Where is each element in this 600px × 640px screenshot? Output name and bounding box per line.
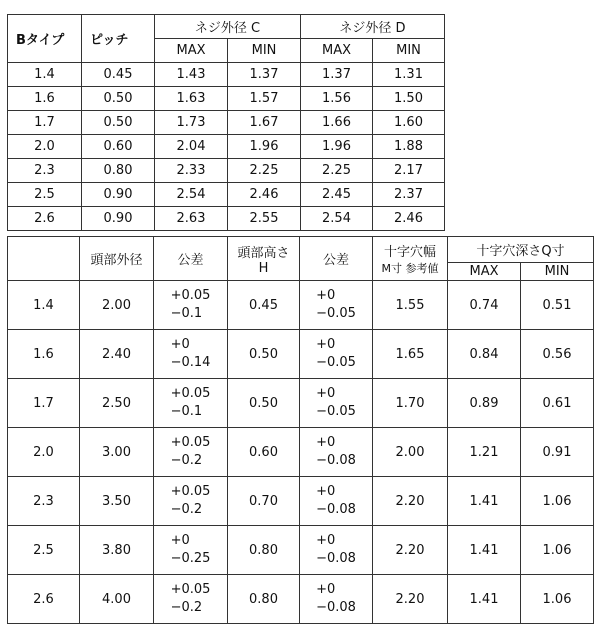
table1-cell: 1.31 bbox=[373, 63, 445, 87]
cross-width-cell: 1.65 bbox=[373, 330, 448, 379]
table1-cell: 2.63 bbox=[155, 207, 228, 231]
tolerance1-values bbox=[171, 483, 211, 519]
cross-depth-max-cell: 1.41 bbox=[448, 526, 521, 575]
tolerance2-cell bbox=[300, 379, 373, 428]
cross-depth-min-cell: 0.56 bbox=[521, 330, 594, 379]
tolerance1-lower: −0.14 bbox=[170, 355, 211, 370]
tolerance2-lower: −0.05 bbox=[316, 306, 356, 321]
cross-width-cell: 1.55 bbox=[373, 281, 448, 330]
head-dia-cell: 2.50 bbox=[80, 379, 154, 428]
cross-depth-min-cell: 1.06 bbox=[521, 575, 594, 624]
table1-cell: 1.4 bbox=[8, 63, 82, 87]
table2-row bbox=[8, 526, 594, 575]
tolerance1-cell bbox=[154, 379, 228, 428]
tolerance1-lower: −0.2 bbox=[170, 453, 203, 468]
table1-cell: 1.63 bbox=[155, 87, 228, 111]
tolerance2-lower: −0.05 bbox=[316, 355, 356, 370]
table1-cell: 1.57 bbox=[228, 87, 301, 111]
tolerance1-lower: −0.2 bbox=[170, 502, 203, 517]
table1-cell: 2.5 bbox=[8, 183, 82, 207]
tolerance1-values bbox=[171, 336, 211, 372]
table1-cell: 0.45 bbox=[82, 63, 155, 87]
cross-width-label: 十字穴幅 bbox=[383, 245, 436, 260]
tolerance2-cell bbox=[300, 575, 373, 624]
cross-depth-min-cell: 0.61 bbox=[521, 379, 594, 428]
thread-d-header: ネジ外径 D bbox=[301, 15, 445, 39]
table2-row bbox=[8, 281, 594, 330]
head-dia-cell: 3.50 bbox=[80, 477, 154, 526]
size-header bbox=[8, 237, 80, 281]
head-spec-table bbox=[7, 236, 594, 624]
cross-depth-header: 十字穴深さQ寸 bbox=[448, 237, 594, 263]
size-cell: 1.4 bbox=[8, 281, 80, 330]
tolerance1-upper: +0.05 bbox=[170, 484, 211, 499]
thread-d-max-header: MAX bbox=[301, 39, 373, 63]
tolerance1-header: 公差 bbox=[154, 237, 228, 281]
cross-depth-max-cell: 0.84 bbox=[448, 330, 521, 379]
table1-cell: 0.90 bbox=[82, 207, 155, 231]
table1-cell: 1.7 bbox=[8, 111, 82, 135]
table1-cell: 2.46 bbox=[228, 183, 301, 207]
table2-header-row bbox=[8, 237, 594, 263]
head-height-cell: 0.50 bbox=[228, 379, 300, 428]
tolerance1-values bbox=[171, 385, 211, 421]
tolerance1-cell bbox=[154, 330, 228, 379]
head-height-cell: 0.80 bbox=[228, 575, 300, 624]
table1-header-row bbox=[8, 15, 445, 39]
table2-row bbox=[8, 379, 594, 428]
tolerance2-upper: +0 bbox=[316, 386, 336, 401]
table1-cell: 2.25 bbox=[228, 159, 301, 183]
tolerance2-cell bbox=[300, 281, 373, 330]
head-height-header bbox=[228, 237, 300, 281]
table1-cell: 1.66 bbox=[301, 111, 373, 135]
table1-cell: 0.50 bbox=[82, 87, 155, 111]
table1-cell: 0.80 bbox=[82, 159, 155, 183]
cross-depth-max-cell: 1.21 bbox=[448, 428, 521, 477]
tolerance2-upper: +0 bbox=[316, 533, 336, 548]
table2-row bbox=[8, 575, 594, 624]
table2-row bbox=[8, 428, 594, 477]
tolerance1-values bbox=[171, 287, 211, 323]
size-cell: 2.5 bbox=[8, 526, 80, 575]
tolerance2-cell bbox=[300, 428, 373, 477]
tolerance2-lower: −0.08 bbox=[316, 502, 356, 517]
head-height-cell: 0.50 bbox=[228, 330, 300, 379]
table2-row bbox=[8, 477, 594, 526]
table1-row bbox=[8, 207, 445, 231]
tolerance1-cell bbox=[154, 281, 228, 330]
tolerance2-lower: −0.08 bbox=[316, 600, 356, 615]
table1-row bbox=[8, 87, 445, 111]
tolerance1-upper: +0.05 bbox=[170, 288, 211, 303]
tolerance2-values bbox=[316, 336, 356, 372]
table1-cell: 1.6 bbox=[8, 87, 82, 111]
table1-cell: 0.90 bbox=[82, 183, 155, 207]
tolerance2-values bbox=[316, 532, 356, 568]
table1-cell: 1.37 bbox=[301, 63, 373, 87]
cross-width-note: M寸 参考値 bbox=[381, 262, 439, 275]
tolerance2-upper: +0 bbox=[316, 435, 336, 450]
table2-body bbox=[8, 281, 594, 624]
table1-cell: 2.3 bbox=[8, 159, 82, 183]
tolerance2-cell bbox=[300, 330, 373, 379]
size-cell: 2.3 bbox=[8, 477, 80, 526]
tolerance2-values bbox=[316, 581, 356, 617]
tolerance2-upper: +0 bbox=[316, 582, 336, 597]
tolerance2-values bbox=[316, 385, 356, 421]
table1-cell: 2.54 bbox=[301, 207, 373, 231]
tolerance1-upper: +0.05 bbox=[170, 582, 211, 597]
tolerance1-lower: −0.2 bbox=[170, 600, 203, 615]
tolerance2-lower: −0.08 bbox=[316, 551, 356, 566]
table2-row bbox=[8, 330, 594, 379]
tolerance2-lower: −0.05 bbox=[316, 404, 356, 419]
tolerance2-lower: −0.08 bbox=[316, 453, 356, 468]
cross-depth-min-cell: 1.06 bbox=[521, 526, 594, 575]
head-dia-header: 頭部外径 bbox=[80, 237, 154, 281]
tolerance1-lower: −0.25 bbox=[170, 551, 211, 566]
tolerance2-cell bbox=[300, 477, 373, 526]
table1-cell: 1.60 bbox=[373, 111, 445, 135]
pitch-header: ピッチ bbox=[82, 15, 155, 63]
table1-cell: 2.55 bbox=[228, 207, 301, 231]
head-dia-cell: 4.00 bbox=[80, 575, 154, 624]
table1-cell: 2.0 bbox=[8, 135, 82, 159]
tolerance1-upper: +0 bbox=[170, 533, 190, 548]
tolerance1-values bbox=[171, 532, 211, 568]
table1-row bbox=[8, 183, 445, 207]
table1-cell: 0.50 bbox=[82, 111, 155, 135]
cross-width-cell: 2.20 bbox=[373, 526, 448, 575]
cross-depth-max-cell: 1.41 bbox=[448, 477, 521, 526]
table1-cell: 1.88 bbox=[373, 135, 445, 159]
tolerance2-upper: +0 bbox=[316, 484, 336, 499]
table1-cell: 1.96 bbox=[228, 135, 301, 159]
table1-cell: 0.60 bbox=[82, 135, 155, 159]
table1-cell: 1.56 bbox=[301, 87, 373, 111]
table1-cell: 2.04 bbox=[155, 135, 228, 159]
cross-depth-max-cell: 0.74 bbox=[448, 281, 521, 330]
thread-c-min-header: MIN bbox=[228, 39, 301, 63]
table1-cell: 2.17 bbox=[373, 159, 445, 183]
size-cell: 2.6 bbox=[8, 575, 80, 624]
tolerance1-cell bbox=[154, 526, 228, 575]
head-dia-cell: 3.80 bbox=[80, 526, 154, 575]
table1-body bbox=[8, 63, 445, 231]
head-dia-cell: 3.00 bbox=[80, 428, 154, 477]
tolerance2-values bbox=[316, 287, 356, 323]
head-height-cell: 0.80 bbox=[228, 526, 300, 575]
table1-cell: 2.54 bbox=[155, 183, 228, 207]
tolerance1-values bbox=[171, 434, 211, 470]
thread-c-max-header: MAX bbox=[155, 39, 228, 63]
cross-width-cell: 1.70 bbox=[373, 379, 448, 428]
head-height-symbol: H bbox=[258, 260, 269, 276]
size-cell: 1.7 bbox=[8, 379, 80, 428]
tolerance2-upper: +0 bbox=[316, 288, 336, 303]
tolerance1-cell bbox=[154, 575, 228, 624]
tolerance2-cell bbox=[300, 526, 373, 575]
type-header: Bタイプ bbox=[8, 15, 82, 63]
table1-cell: 1.67 bbox=[228, 111, 301, 135]
cross-depth-min-cell: 0.51 bbox=[521, 281, 594, 330]
table1-cell: 2.37 bbox=[373, 183, 445, 207]
head-dia-cell: 2.00 bbox=[80, 281, 154, 330]
size-cell: 1.6 bbox=[8, 330, 80, 379]
thread-spec-table bbox=[7, 14, 445, 231]
head-height-cell: 0.45 bbox=[228, 281, 300, 330]
cross-depth-max-cell: 1.41 bbox=[448, 575, 521, 624]
cross-depth-max-header: MAX bbox=[448, 263, 521, 281]
table1-cell: 2.45 bbox=[301, 183, 373, 207]
table1-row bbox=[8, 63, 445, 87]
thread-d-min-header: MIN bbox=[373, 39, 445, 63]
table1-cell: 1.73 bbox=[155, 111, 228, 135]
tolerance1-cell bbox=[154, 477, 228, 526]
cross-width-cell: 2.20 bbox=[373, 477, 448, 526]
table1-row bbox=[8, 135, 445, 159]
tolerance1-upper: +0.05 bbox=[170, 386, 211, 401]
table1-cell: 1.50 bbox=[373, 87, 445, 111]
tolerance2-upper: +0 bbox=[316, 337, 336, 352]
tolerance1-upper: +0 bbox=[170, 337, 190, 352]
tolerance2-header: 公差 bbox=[300, 237, 373, 281]
table1-cell: 2.25 bbox=[301, 159, 373, 183]
tolerance1-cell bbox=[154, 428, 228, 477]
table1-cell: 2.46 bbox=[373, 207, 445, 231]
table1-cell: 2.33 bbox=[155, 159, 228, 183]
head-height-cell: 0.70 bbox=[228, 477, 300, 526]
size-cell: 2.0 bbox=[8, 428, 80, 477]
cross-depth-min-cell: 1.06 bbox=[521, 477, 594, 526]
head-height-cell: 0.60 bbox=[228, 428, 300, 477]
tolerance1-upper: +0.05 bbox=[170, 435, 211, 450]
cross-width-cell: 2.00 bbox=[373, 428, 448, 477]
cross-width-header bbox=[373, 237, 448, 281]
head-height-label: 頭部高さ bbox=[237, 245, 290, 261]
tolerance2-values bbox=[316, 483, 356, 519]
table1-cell: 2.6 bbox=[8, 207, 82, 231]
head-dia-cell: 2.40 bbox=[80, 330, 154, 379]
table1-cell: 1.96 bbox=[301, 135, 373, 159]
tolerance2-values bbox=[316, 434, 356, 470]
tolerance1-lower: −0.1 bbox=[170, 306, 203, 321]
table1-row bbox=[8, 111, 445, 135]
table1-row bbox=[8, 159, 445, 183]
thread-c-header: ネジ外径 C bbox=[155, 15, 301, 39]
cross-depth-max-cell: 0.89 bbox=[448, 379, 521, 428]
cross-depth-min-cell: 0.91 bbox=[521, 428, 594, 477]
tolerance1-lower: −0.1 bbox=[170, 404, 203, 419]
cross-width-cell: 2.20 bbox=[373, 575, 448, 624]
table1-cell: 1.43 bbox=[155, 63, 228, 87]
cross-depth-min-header: MIN bbox=[521, 263, 594, 281]
tolerance1-values bbox=[171, 581, 211, 617]
table1-cell: 1.37 bbox=[228, 63, 301, 87]
